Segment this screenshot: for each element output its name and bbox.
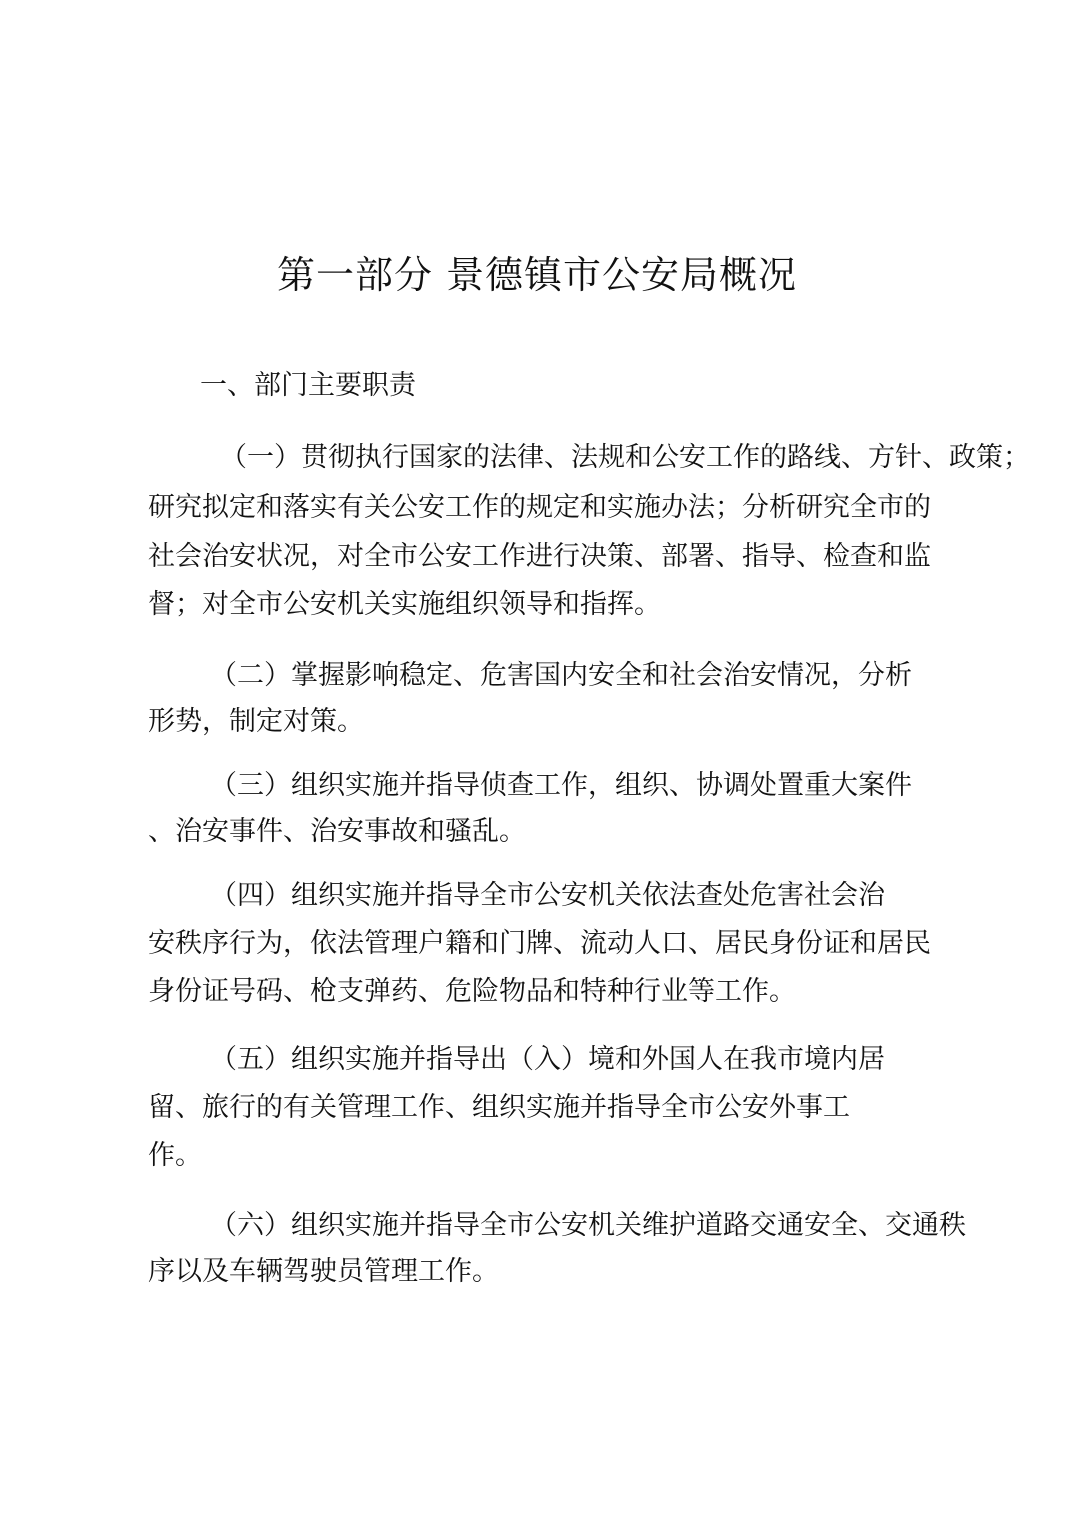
section-heading: 一、部门主要职责 xyxy=(200,370,416,401)
paragraph-line: （一）贯彻执行国家的法律、法规和公安工作的路线、方针、政策； xyxy=(220,442,1030,473)
paragraph-line: 社会治安状况，对全市公安工作进行决策、部署、指导、检查和监 xyxy=(148,541,931,572)
paragraph-line: 身份证号码、枪支弹药、危险物品和特种行业等工作。 xyxy=(148,976,796,1007)
paragraph-line: （六）组织实施并指导全市公安机关维护道路交通安全、交通秩 xyxy=(210,1210,966,1241)
paragraph-line: 督；对全市公安机关实施组织领导和指挥。 xyxy=(148,589,661,620)
paragraph-line: （三）组织实施并指导侦查工作，组织、协调处置重大案件 xyxy=(210,770,912,801)
page-title: 第一部分 景德镇市公安局概况 xyxy=(276,253,798,297)
paragraph-line: 序以及车辆驾驶员管理工作。 xyxy=(148,1256,499,1287)
paragraph-line: 、治安事件、治安事故和骚乱。 xyxy=(148,816,526,847)
paragraph-line: 研究拟定和落实有关公安工作的规定和实施办法；分析研究全市的 xyxy=(148,492,931,523)
paragraph-line: 安秩序行为，依法管理户籍和门牌、流动人口、居民身份证和居民 xyxy=(148,928,931,959)
paragraph-line: 留、旅行的有关管理工作、组织实施并指导全市公安外事工 xyxy=(148,1092,850,1123)
paragraph-line: 形势，制定对策。 xyxy=(148,706,364,737)
paragraph-line: 作。 xyxy=(148,1140,202,1171)
paragraph-line: （五）组织实施并指导出（入）境和外国人在我市境内居 xyxy=(210,1044,885,1075)
paragraph-line: （二）掌握影响稳定、危害国内安全和社会治安情况，分析 xyxy=(210,660,912,691)
paragraph-line: （四）组织实施并指导全市公安机关依法查处危害社会治 xyxy=(210,880,885,911)
